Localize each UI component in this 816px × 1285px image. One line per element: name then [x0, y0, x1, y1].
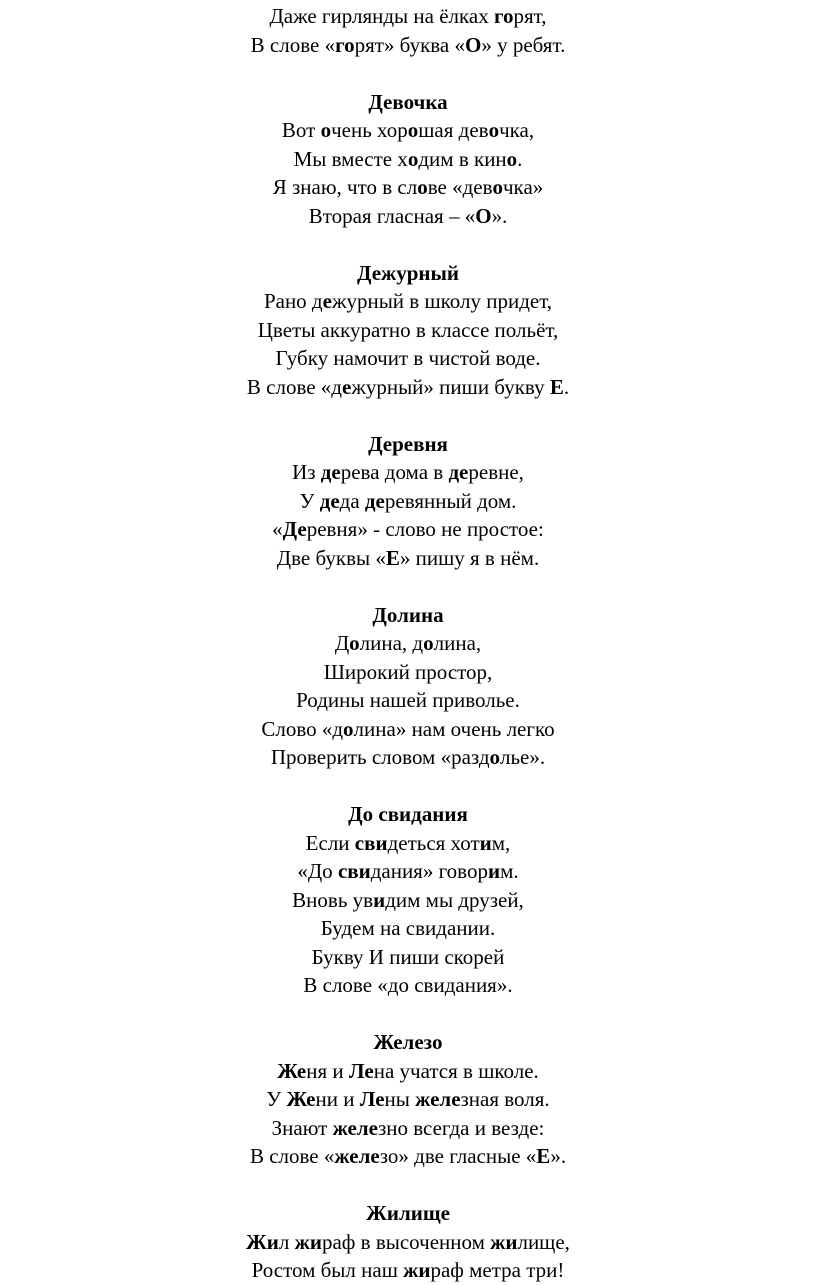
stanza-gap	[0, 572, 816, 601]
highlighted-letters: желе	[332, 1115, 378, 1140]
line-text: Знают	[271, 1115, 333, 1140]
line-text: раф метра три!	[430, 1258, 565, 1282]
line-text: дания» говор	[370, 859, 488, 883]
poem-title: Деревня	[368, 431, 448, 456]
highlighted-letters: де	[320, 460, 341, 484]
line-text: Вторая гласная – «	[308, 203, 476, 228]
poem-block	[0, 230, 816, 401]
line-text: Букву И пиши скорей	[311, 944, 505, 969]
highlighted-letters: де	[448, 460, 469, 484]
line-text: Две буквы «	[276, 545, 386, 570]
poem-line	[0, 202, 816, 231]
line-text: «До	[297, 859, 338, 883]
line-text: В слове «	[249, 1144, 335, 1168]
highlighted-letters: е	[322, 289, 332, 313]
line-text: » у ребят.	[481, 32, 566, 57]
highlighted-letters: о	[407, 146, 419, 171]
line-text: Родины нашей приволье.	[296, 688, 520, 712]
poem-line	[0, 1057, 816, 1086]
highlighted-letters: О	[464, 32, 482, 57]
line-text: Рано д	[263, 289, 323, 313]
poem-line	[0, 743, 816, 772]
line-text: м.	[500, 859, 519, 883]
poem-line	[0, 544, 816, 573]
line-text: Из	[292, 460, 321, 484]
highlighted-letters: го	[493, 4, 514, 28]
line-text: Я знаю, что в сл	[272, 175, 418, 199]
line-text: лина,	[433, 631, 482, 655]
line-text: деться хот	[387, 830, 480, 855]
poem-block	[0, 572, 816, 772]
highlighted-letters: и	[373, 887, 386, 912]
poem-line	[0, 373, 816, 402]
highlighted-letters: Е	[536, 1144, 551, 1168]
highlighted-letters: о	[417, 175, 428, 199]
poem-block	[0, 772, 816, 1000]
highlighted-letters: Же	[277, 1058, 307, 1083]
line-text: ревянный дом.	[384, 488, 517, 513]
line-text: Д	[334, 631, 350, 655]
highlighted-letters: жи	[294, 1229, 322, 1254]
highlighted-letters: Е	[549, 374, 564, 399]
highlighted-letters: де	[364, 488, 385, 513]
line-text: Цветы аккуратно в классе польёт,	[257, 317, 559, 342]
highlighted-letters: Де	[282, 517, 307, 541]
poem-line	[0, 1114, 816, 1143]
poem-line	[0, 2, 816, 31]
highlighted-letters: о	[407, 118, 419, 142]
line-text: шая дев	[418, 118, 489, 142]
highlighted-letters: сви	[354, 830, 388, 855]
stanza-gap	[0, 772, 816, 801]
line-text: ны	[384, 1087, 416, 1111]
poem-line	[0, 316, 816, 345]
poem-block	[0, 1000, 816, 1171]
poem-line	[0, 145, 816, 174]
line-text: ».	[491, 203, 508, 228]
poem-line	[0, 715, 816, 744]
line-text: лина, д	[359, 631, 424, 655]
stanza-gap	[0, 401, 816, 430]
poem-title: Долина	[372, 602, 444, 627]
line-text: «	[272, 517, 283, 541]
highlighted-letters: Ле	[359, 1087, 385, 1111]
highlighted-letters: Жи	[246, 1229, 279, 1254]
highlighted-letters: желе	[415, 1087, 461, 1111]
highlighted-letters: о	[423, 631, 434, 655]
poem-line	[0, 458, 816, 487]
line-text: Губку намочит в чистой воде.	[275, 346, 541, 370]
line-text: В слове «до свидания».	[303, 973, 513, 997]
highlighted-letters: о	[492, 175, 503, 199]
line-text: дим в кин	[418, 146, 507, 171]
line-text: ня и	[306, 1058, 349, 1083]
line-text: чка»	[503, 175, 544, 199]
line-text: ревня» - слово не простое:	[306, 517, 544, 541]
highlighted-letters: о	[489, 745, 500, 769]
stanza-gap	[0, 1000, 816, 1029]
highlighted-letters: о	[506, 146, 518, 171]
line-text: л	[278, 1229, 295, 1254]
poem-title: Дежурный	[356, 260, 460, 285]
poem-title: Девочка	[368, 89, 448, 114]
highlighted-letters: жи	[403, 1258, 431, 1282]
highlighted-letters: и	[479, 830, 492, 855]
stanza-gap	[0, 1171, 816, 1200]
poem-line	[0, 487, 816, 516]
line-text: В слове «	[250, 32, 336, 57]
line-text: рева дома в	[340, 460, 449, 484]
line-text: м,	[491, 830, 511, 855]
poem-block	[0, 59, 816, 230]
highlighted-letters: е	[342, 374, 352, 399]
highlighted-letters: де	[319, 488, 340, 513]
line-text: рят» буква «	[354, 32, 465, 57]
line-text: да	[339, 488, 365, 513]
line-text: У	[299, 488, 320, 513]
line-text: ревне,	[468, 460, 524, 484]
highlighted-letters: о	[320, 118, 332, 142]
line-text: лье».	[500, 745, 546, 769]
line-text: Мы вместе х	[293, 146, 408, 171]
poem-line	[0, 287, 816, 316]
line-text: зно всегда и везде:	[377, 1115, 545, 1140]
highlighted-letters: О	[475, 203, 492, 228]
poem-line	[0, 1142, 816, 1171]
line-text: Вот	[281, 118, 321, 142]
highlighted-letters: Же	[286, 1087, 316, 1111]
line-text: зо» две гласные «	[379, 1144, 537, 1168]
line-text: зная воля.	[460, 1087, 550, 1111]
poem-title: Жилище	[366, 1201, 450, 1225]
line-text: В слове «д	[246, 374, 342, 399]
poem-block	[0, 2, 816, 59]
line-text: ».	[550, 1144, 567, 1168]
line-text: лище,	[517, 1229, 570, 1254]
poem-line	[0, 344, 816, 373]
poem-line	[0, 971, 816, 1000]
poem-block	[0, 401, 816, 572]
line-text: Вновь ув	[292, 887, 374, 912]
poem-line	[0, 31, 816, 60]
stanza-gap	[0, 59, 816, 88]
line-text: Будем на свидании.	[320, 916, 496, 940]
highlighted-letters: о	[488, 118, 500, 142]
poem-line	[0, 1256, 816, 1285]
highlighted-letters: жи	[490, 1229, 518, 1254]
highlighted-letters: сви	[337, 859, 371, 883]
highlighted-letters: желе	[334, 1144, 380, 1168]
highlighted-letters: и	[487, 859, 501, 883]
line-text: журный» пиши букву	[351, 374, 550, 399]
poem-line	[0, 914, 816, 943]
poem-line	[0, 658, 816, 687]
line-text: .	[563, 374, 570, 399]
poem-line	[0, 1085, 816, 1114]
line-text: на учатся в школе.	[373, 1058, 539, 1083]
poem-line	[0, 857, 816, 886]
poem-line	[0, 1228, 816, 1257]
line-text: » пишу я в нём.	[399, 545, 540, 570]
line-text: Проверить словом «разд	[270, 745, 490, 769]
stanza-gap	[0, 230, 816, 259]
line-text: Ростом был наш	[251, 1258, 404, 1282]
line-text: рят,	[513, 4, 547, 28]
line-text: ни и	[315, 1087, 360, 1111]
highlighted-letters: о	[343, 716, 354, 741]
poem-line	[0, 943, 816, 972]
poem-line	[0, 829, 816, 858]
highlighted-letters: Ле	[348, 1058, 374, 1083]
poem-title: До свидания	[348, 802, 468, 826]
line-text: Слово «д	[261, 716, 344, 741]
line-text: У	[266, 1087, 287, 1111]
poem-block	[0, 1171, 816, 1285]
line-text: Даже гирлянды на ёлках	[269, 4, 494, 28]
line-text: раф в высоченном	[321, 1229, 491, 1254]
poem-line	[0, 629, 816, 658]
line-text: Широкий простор,	[323, 659, 493, 684]
poem-line	[0, 173, 816, 202]
line-text: чка,	[499, 118, 535, 142]
poem-line	[0, 886, 816, 915]
line-text: Если	[305, 830, 355, 855]
poem-title: Железо	[373, 1030, 443, 1054]
line-text: дим мы друзей,	[385, 887, 524, 912]
highlighted-letters: о	[349, 631, 360, 655]
line-text: .	[517, 146, 523, 171]
poem-line	[0, 515, 816, 544]
line-text: журный в школу придет,	[331, 289, 553, 313]
line-text: лина» нам очень легко	[353, 716, 555, 741]
poem-line	[0, 686, 816, 715]
highlighted-letters: го	[335, 32, 355, 57]
line-text: ве «дев	[427, 175, 493, 199]
poem-line	[0, 116, 816, 145]
highlighted-letters: Е	[385, 545, 400, 570]
line-text: чень хор	[331, 118, 408, 142]
